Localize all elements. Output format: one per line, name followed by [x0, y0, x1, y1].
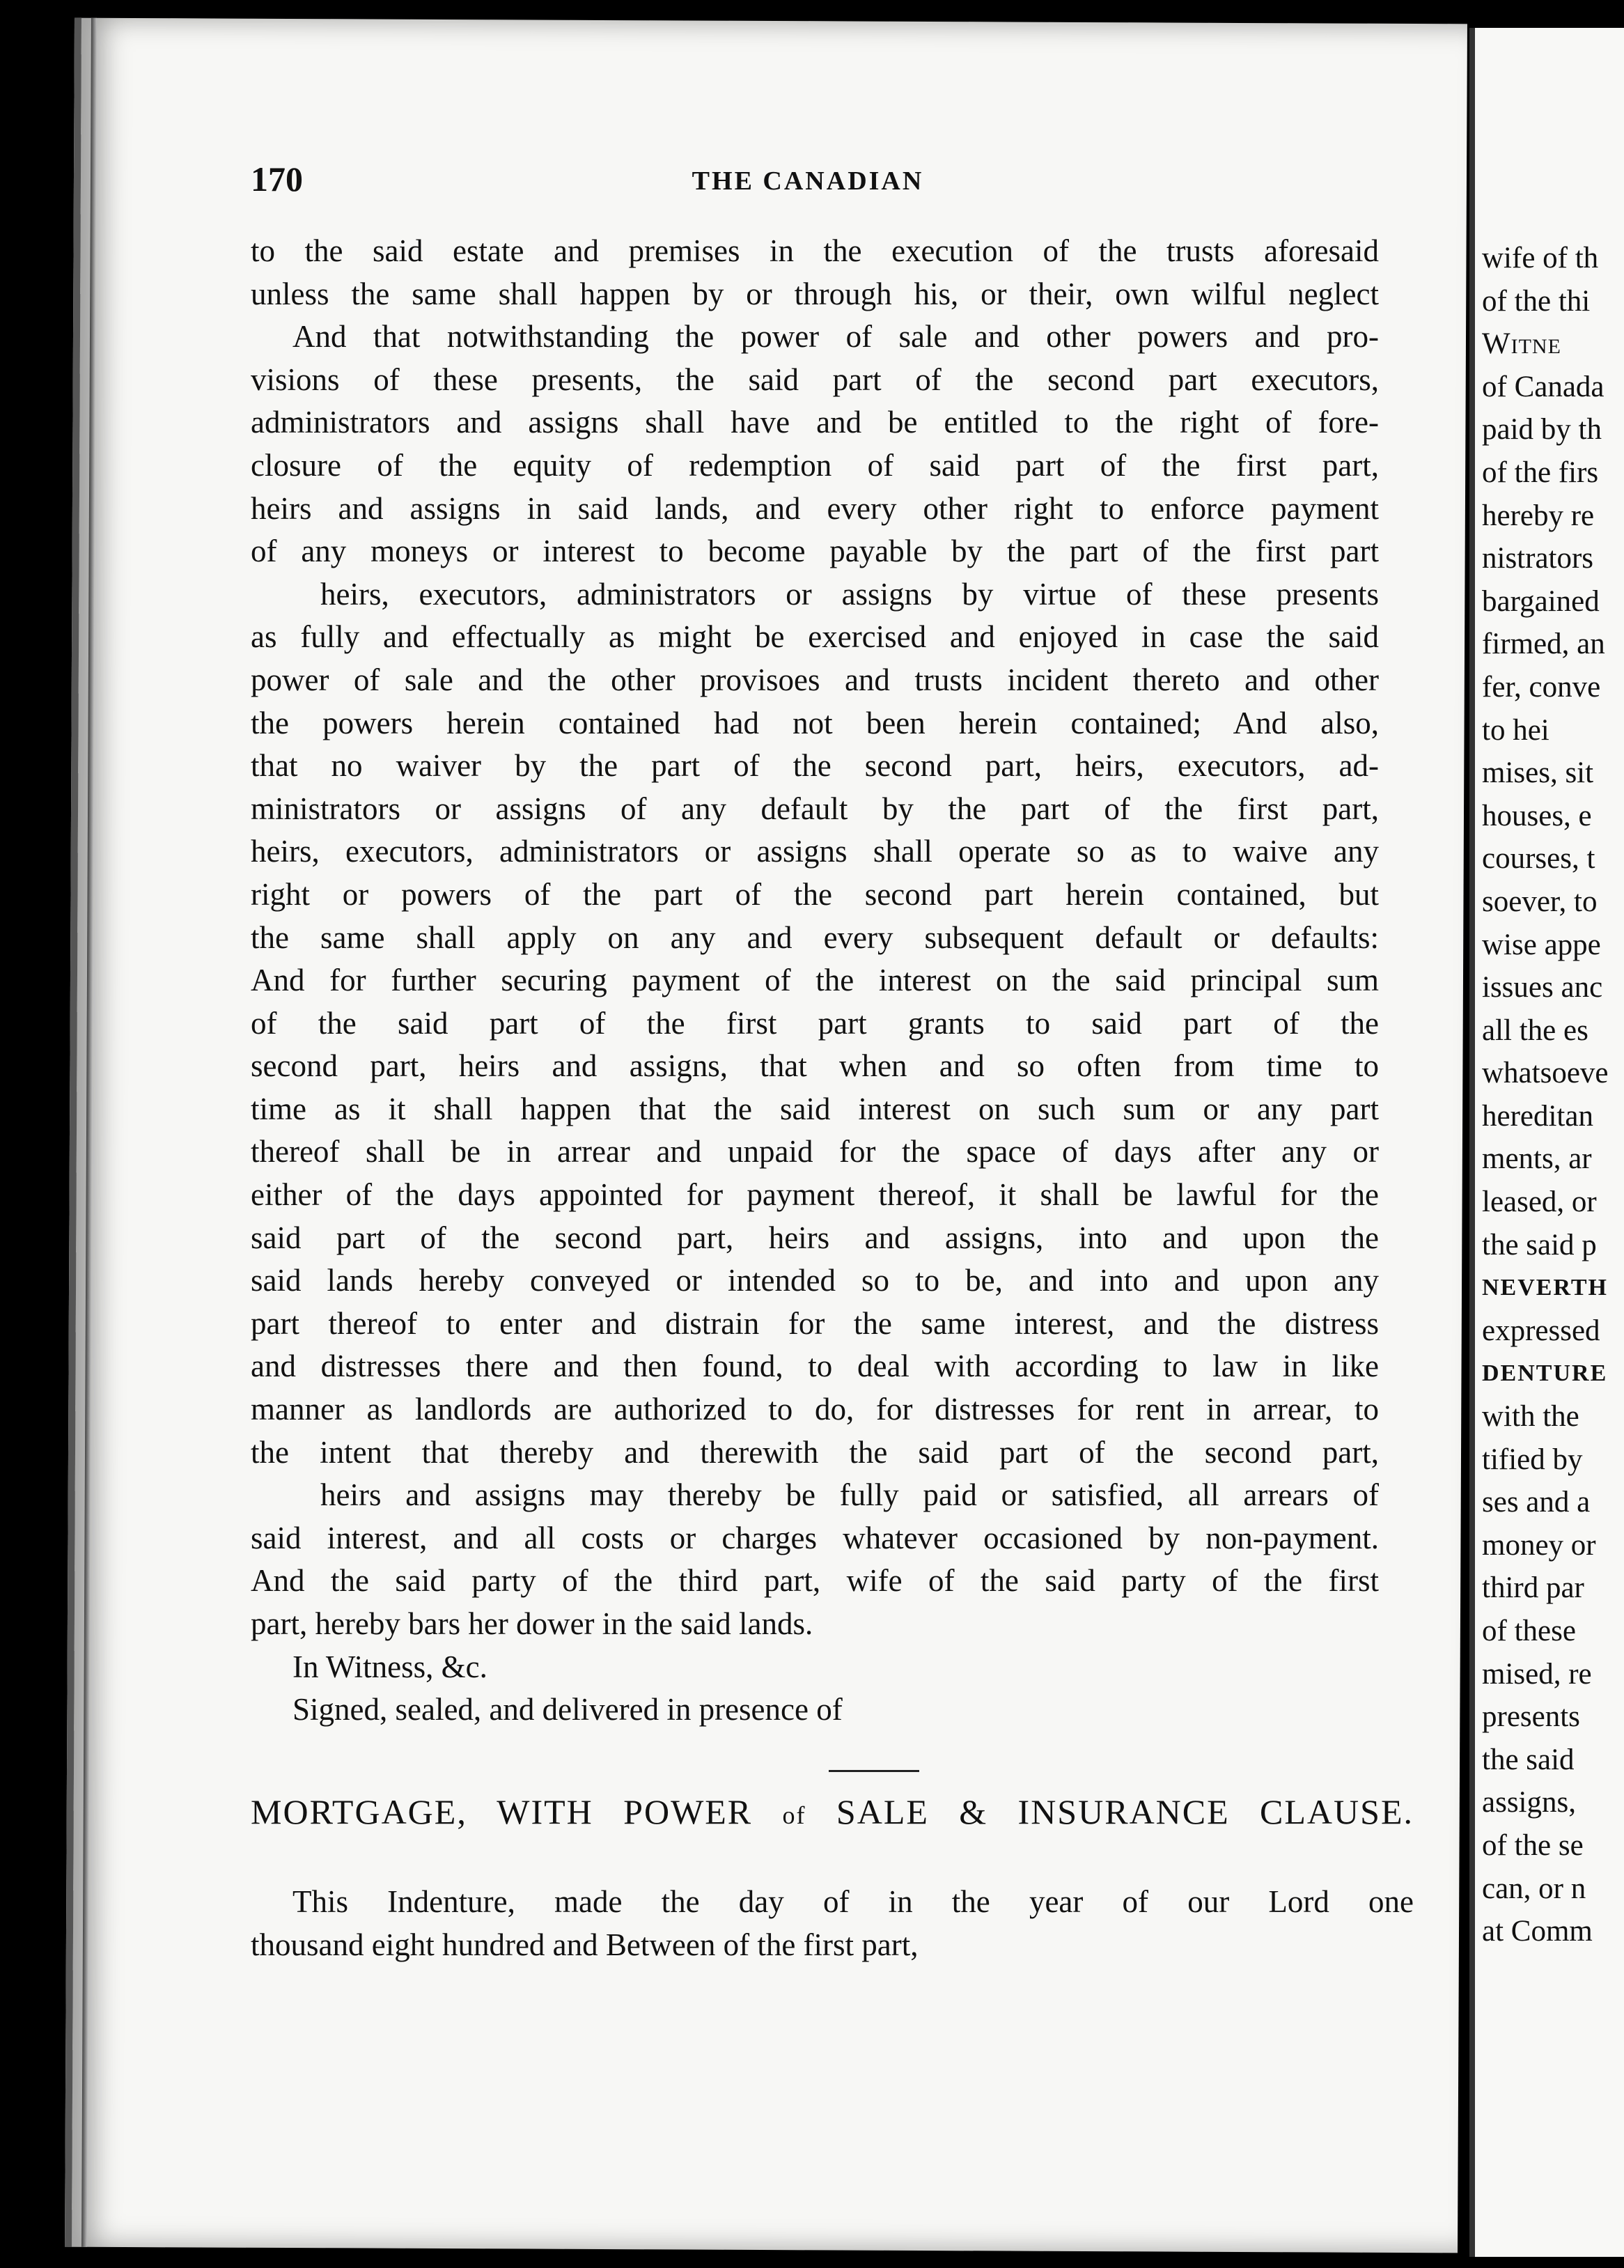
- section-title-of: of: [782, 1801, 806, 1829]
- section-title-part: MORTGAGE, WITH POWER: [251, 1792, 753, 1831]
- right-line: presents: [1482, 1700, 1580, 1734]
- right-line: of Canada: [1482, 370, 1605, 403]
- right-line: bargained: [1482, 584, 1600, 618]
- right-line: issues anc: [1482, 971, 1603, 1004]
- right-line: firmed, an: [1482, 628, 1605, 661]
- right-line: expressed: [1482, 1314, 1600, 1347]
- right-line: paid by th: [1482, 413, 1602, 446]
- text-line: heirs and assigns in said lands, and every other right to enforce payment: [251, 490, 1379, 526]
- text-line: said interest, and all costs or charges whatever occasioned by non-payment.: [251, 1520, 1379, 1555]
- right-line: ments, ar: [1482, 1142, 1592, 1176]
- right-line: third par: [1482, 1571, 1584, 1605]
- running-title: THE CANADIAN: [692, 166, 924, 196]
- text-line: right or powers of the part of the second part herein contained, but: [251, 876, 1379, 912]
- right-line: can, or n: [1482, 1872, 1586, 1905]
- right-line: NEVERTH: [1482, 1275, 1608, 1301]
- right-line: wife of th: [1482, 242, 1599, 274]
- text-line: And for further securing payment of the interest on the said principal sum: [251, 963, 1379, 998]
- right-line: DENTURE: [1482, 1360, 1608, 1387]
- text-line: part thereof to enter and distrain for the same interest, and the distress: [251, 1305, 1379, 1341]
- text-line: the powers herein contained had not been herein contained; And also,: [251, 705, 1379, 740]
- text-line: And the said party of the third part, wife of the said party of the first: [251, 1563, 1379, 1599]
- text-line: unless the same shall happen by or through his, or their, own wilful neglect: [251, 276, 1379, 311]
- text-line: heirs, executors, administrators or assigns by virtue of these presents: [320, 576, 1379, 612]
- text-line: Signed, sealed, and delivered in presence of: [292, 1692, 843, 1727]
- right-line: of these: [1482, 1615, 1576, 1647]
- section-title-part: SALE & INSURANCE CLAUSE.: [836, 1792, 1414, 1831]
- text-line: the intent that thereby and therewith the said part of the second part,: [251, 1434, 1379, 1470]
- text-line: second part, heirs and assigns, that when and so often from time to: [251, 1048, 1379, 1084]
- text-line: power of sale and the other provisoes and trusts incident thereto and other: [251, 662, 1379, 697]
- text-line: said part of the second part, heirs and assigns, into and upon the: [251, 1220, 1379, 1255]
- right-line: fer, conve: [1482, 670, 1601, 704]
- page-number: 170: [251, 160, 303, 199]
- right-line: Witne: [1482, 327, 1561, 361]
- text-line: time as it shall happen that the said interest on such sum or any part: [251, 1091, 1379, 1126]
- text-line: and distresses there and then found, to deal with according to law in like: [251, 1349, 1379, 1384]
- text-line: visions of these presents, the said part of the second part executors,: [251, 362, 1379, 397]
- text-line: administrators and assigns shall have and be entitled to the right of fore-: [251, 405, 1379, 440]
- text-line: to the said estate and premises in the execution of the trusts aforesaid: [251, 233, 1379, 268]
- right-line: wise appe: [1482, 928, 1601, 961]
- text-line: part, hereby bars her dower in the said lands.: [251, 1606, 813, 1641]
- text-line: And that notwithstanding the power of sale and other powers and pro-: [292, 319, 1379, 355]
- right-line: the said: [1482, 1743, 1575, 1776]
- right-line: assigns,: [1482, 1786, 1576, 1819]
- text-line: the same shall apply on any and every subsequent default or defaults:: [251, 919, 1379, 955]
- text-line: thousand eight hundred and Between of the first part,: [251, 1927, 919, 1962]
- text-line: as fully and effectually as might be exercised and enjoyed in case the said: [251, 619, 1379, 655]
- right-line: of the firs: [1482, 456, 1599, 489]
- right-line: all the es: [1482, 1013, 1588, 1047]
- text-line: of any moneys or interest to become payable by the part of the first part: [251, 534, 1379, 569]
- text-line: heirs and assigns may thereby be fully paid or satisfied, all arrears of: [320, 1477, 1379, 1513]
- right-line: tified by: [1482, 1443, 1583, 1476]
- indenture-text: [251, 1881, 1414, 1966]
- right-line: leased, or: [1482, 1186, 1597, 1219]
- right-line: whatsoeve: [1482, 1057, 1609, 1090]
- text-line: thereof shall be in arrear and unpaid for the space of days after any or: [251, 1134, 1379, 1170]
- text-line: said lands hereby conveyed or intended so to be, and into and upon any: [251, 1263, 1379, 1298]
- right-line: money or: [1482, 1528, 1596, 1562]
- right-page: [1469, 28, 1624, 2257]
- text-line: In Witness, &c.: [292, 1649, 487, 1684]
- text-line: of the said part of the first part grants to said part of the: [251, 1005, 1379, 1041]
- right-line: soever, to: [1482, 885, 1598, 918]
- text-line: closure of the equity of redemption of said part of the first part,: [251, 447, 1379, 483]
- section-divider: [829, 1770, 919, 1772]
- text-line: manner as landlords are authorized to do, for distresses for rent in arrear, to: [251, 1392, 1379, 1427]
- right-line: courses, t: [1482, 842, 1595, 876]
- text-line: that no waiver by the part of the second part, heirs, executors, ad-: [251, 748, 1379, 784]
- body-text: [251, 230, 1379, 1732]
- right-line: houses, e: [1482, 799, 1592, 832]
- right-page-text: [1482, 237, 1624, 1953]
- right-line: mises, sit: [1482, 756, 1594, 790]
- right-line: hereby re: [1482, 499, 1595, 532]
- right-line: of the thi: [1482, 284, 1591, 318]
- right-line: of the se: [1482, 1828, 1584, 1862]
- right-line: mised, re: [1482, 1657, 1592, 1691]
- right-line: with the: [1482, 1400, 1579, 1434]
- text-line: ministrators or assigns of any default by the part of the first part,: [251, 791, 1379, 826]
- right-line: nistrators: [1482, 542, 1594, 575]
- right-line: to hei: [1482, 713, 1549, 747]
- right-line: the said p: [1482, 1228, 1597, 1261]
- right-line: ses and a: [1482, 1486, 1591, 1519]
- text-line: heirs, executors, administrators or assigns shall operate so as to waive any: [251, 834, 1379, 869]
- page-header: [251, 159, 1365, 208]
- section-title: [251, 1792, 1414, 1840]
- text-line: This Indenture, made the day of in the year of our Lord one: [292, 1884, 1414, 1919]
- right-line: at Comm: [1482, 1915, 1593, 1948]
- right-line: hereditan: [1482, 1099, 1593, 1133]
- text-line: either of the days appointed for payment thereof, it shall be lawful for the: [251, 1177, 1379, 1213]
